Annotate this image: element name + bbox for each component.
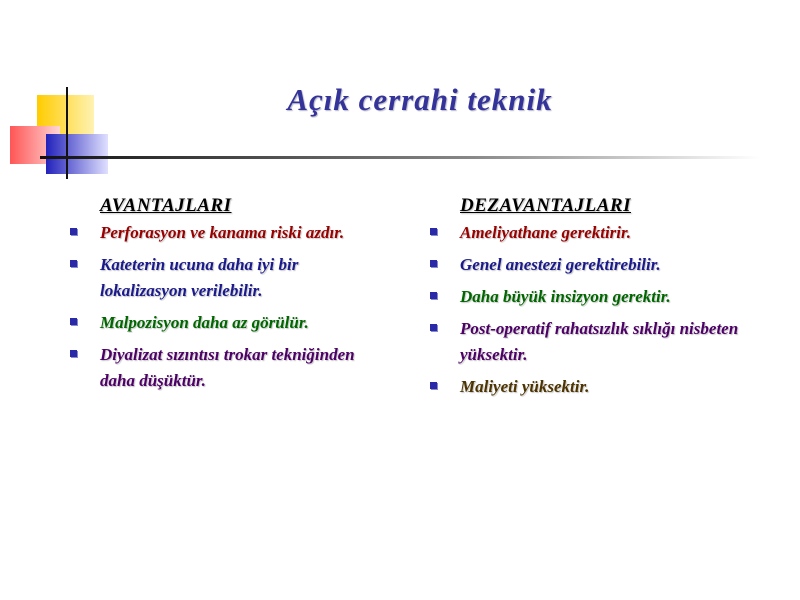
disadvantages-heading: DEZAVANTAJLARI <box>460 195 631 216</box>
disadvantages-column <box>428 192 748 406</box>
list-item-text: Kateterin ucuna daha iyi bir lokalizasyon verilebilir. <box>100 255 299 300</box>
list-item <box>68 220 388 246</box>
square-bullet-icon <box>430 260 437 267</box>
slide-title: Açık cerrahi teknik <box>287 82 553 117</box>
square-bullet-icon <box>70 260 77 267</box>
square-bullet-icon <box>70 350 77 357</box>
list-item-text: Diyalizat sızıntısı trokar tekniğinden daha düşüktür. <box>100 345 355 390</box>
list-item <box>68 252 388 304</box>
list-item <box>428 374 748 400</box>
list-item <box>428 252 748 278</box>
deco-blue-square <box>46 134 108 174</box>
square-bullet-icon <box>430 292 437 299</box>
square-bullet-icon <box>430 324 437 331</box>
disadvantages-list <box>428 220 748 400</box>
list-item <box>428 220 748 246</box>
square-bullet-icon <box>430 228 437 235</box>
list-item-text: Malpozisyon daha az görülür. <box>100 313 309 332</box>
square-bullet-icon <box>430 382 437 389</box>
list-item-text: Perforasyon ve kanama riski azdır. <box>100 223 345 242</box>
list-item-text: Post-operatif rahatsızlık sıklığı nisbeten yüksektir. <box>460 319 739 364</box>
advantages-heading: AVANTAJLARI <box>100 195 232 216</box>
advantages-column <box>68 192 388 400</box>
deco-vertical-line <box>66 87 68 179</box>
list-item <box>428 316 748 368</box>
square-bullet-icon <box>70 228 77 235</box>
list-item <box>68 310 388 336</box>
list-item-text: Daha büyük insizyon gerektir. <box>460 287 671 306</box>
list-item-text: Maliyeti yüksektir. <box>460 377 590 396</box>
advantages-list <box>68 220 388 394</box>
deco-horizontal-line <box>40 156 760 159</box>
list-item-text: Genel anestezi gerektirebilir. <box>460 255 661 274</box>
list-item <box>68 342 388 394</box>
list-item <box>428 284 748 310</box>
list-item-text: Ameliyathane gerektirir. <box>460 223 631 242</box>
square-bullet-icon <box>70 318 77 325</box>
